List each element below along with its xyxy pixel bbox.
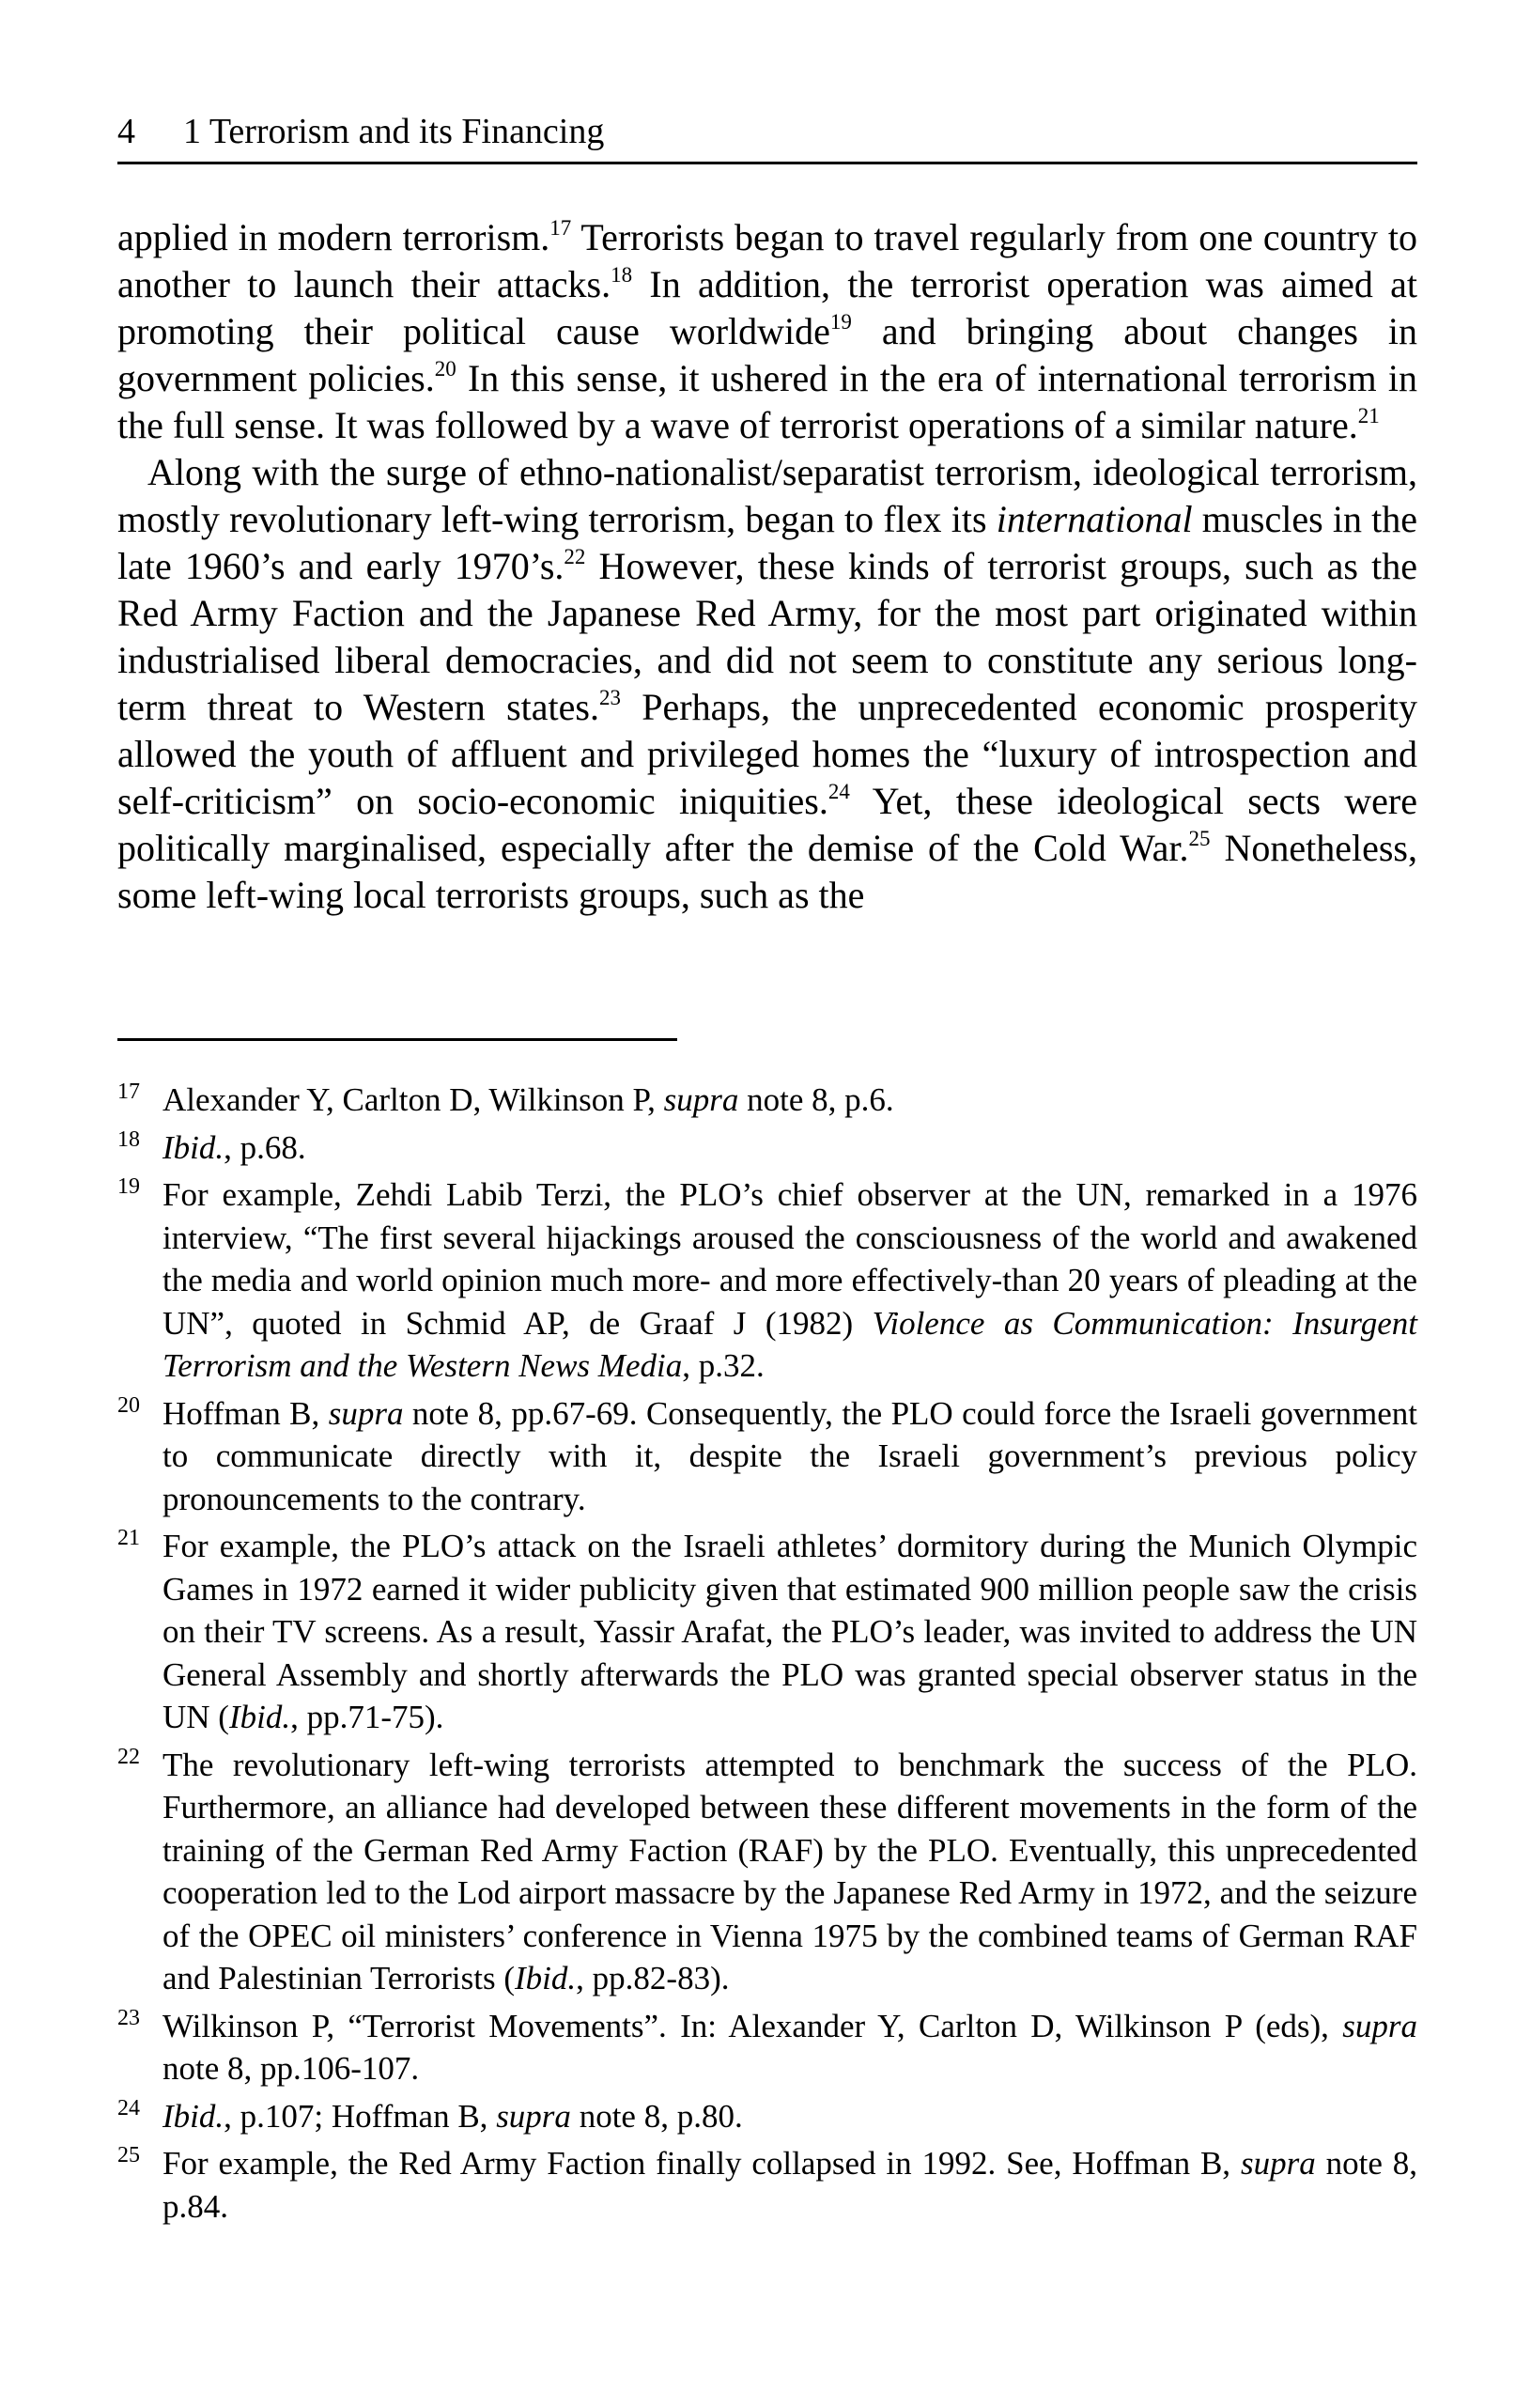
emphasis: Ibid. bbox=[515, 1960, 577, 1996]
footnote-ref-21[interactable]: 21 bbox=[1357, 404, 1380, 427]
text-run: note 8, p.84. bbox=[162, 2145, 1417, 2225]
footnote-number: 18 bbox=[117, 1126, 140, 1152]
text-run: For example, the PLO’s attack on the Israeli athletes’ dormitory during the Munich Olympic Games in 1972 earned it wider publicity given that estimated 900 million people saw the crisis on their TV screens. As a result, Yassir Arafat, the PLO’s leader, was invited to address the UN General Assembly and shortly afterwards the PLO was granted special observer status in the UN ( bbox=[162, 1528, 1417, 1735]
footnote-ref-19[interactable]: 19 bbox=[829, 310, 852, 334]
footnote-number: 23 bbox=[117, 2005, 140, 2030]
footnote-ref-18[interactable]: 18 bbox=[611, 263, 633, 287]
text-run: muscles in the late 1960’s and early 1970’s. bbox=[117, 498, 1417, 587]
text-run: and bringing about changes in government policies. bbox=[117, 310, 1418, 399]
footnote-19 bbox=[117, 1173, 1417, 1388]
footnote-25 bbox=[117, 2142, 1417, 2228]
emphasis: supra bbox=[1240, 2145, 1316, 2182]
footnote-ref-24[interactable]: 24 bbox=[827, 780, 850, 803]
emphasis: Ibid. bbox=[162, 1128, 224, 1166]
footnote-ref-25[interactable]: 25 bbox=[1188, 827, 1211, 850]
text-run: Wilkinson P, “Terrorist Movements”. In: Alexander Y, Carlton D, Wilkinson P (eds), bbox=[162, 2007, 1343, 2044]
text-run: applied in modern terrorism. bbox=[117, 216, 550, 258]
footnote-number: 25 bbox=[117, 2143, 140, 2167]
text-run: , pp.82-83). bbox=[576, 1960, 730, 1996]
text-run: Alexander Y, Carlton D, Wilkinson P, bbox=[162, 1081, 664, 1118]
header-rule bbox=[117, 162, 1417, 164]
emphasis: supra bbox=[328, 1394, 404, 1432]
footnote-22 bbox=[117, 1744, 1417, 2000]
text-run: In this sense, it ushered in the era of international terrorism in the full sense. It was followed by a wave of terrorist operations of a similar nature. bbox=[117, 357, 1418, 446]
footnote-number: 17 bbox=[117, 1080, 140, 1104]
footnote-ref-23[interactable]: 23 bbox=[598, 686, 621, 709]
emphasis: international bbox=[996, 498, 1193, 540]
footnote-rule bbox=[117, 1038, 677, 1041]
emphasis: Violence as Communication: Insurgent Terrorism and the Western News Media bbox=[162, 1304, 1417, 1384]
text-run: For example, the Red Army Faction finally collapsed in 1992. See, Hoffman B, bbox=[162, 2145, 1241, 2182]
footnote-number: 20 bbox=[117, 1392, 140, 1418]
text-run: In addition, the terrorist operation was aimed at promoting their political cause worldwide bbox=[117, 263, 1418, 352]
text-run: note 8, p.6. bbox=[738, 1081, 894, 1118]
footnotes bbox=[117, 1079, 1417, 2232]
text-run: , p.107; Hoffman B, bbox=[224, 2097, 497, 2135]
footnote-21 bbox=[117, 1525, 1417, 1739]
emphasis: Ibid. bbox=[162, 2097, 224, 2135]
text-run: , pp.71-75). bbox=[290, 1699, 444, 1735]
text-run: note 8, p.80. bbox=[570, 2097, 743, 2135]
footnote-number: 24 bbox=[117, 2095, 140, 2121]
text-run: However, these kinds of terrorist groups, such as the Red Army Faction and the Japanese Red Army, for the most part originated within industrialised liberal democracies, and did not seem to constitute any serious long-term threat to Western states. bbox=[117, 545, 1417, 728]
footnote-ref-17[interactable]: 17 bbox=[549, 216, 572, 240]
main-text bbox=[117, 214, 1417, 919]
text-run: Yet, these ideological sects were politically marginalised, especially after the demise of the Cold War. bbox=[117, 780, 1418, 869]
text-run: Along with the surge of ethno-nationalist/separatist terrorism, ideological terrorism, mostly revolutionary left-wing terrorism, began to flex its bbox=[117, 451, 1417, 540]
emphasis: supra bbox=[663, 1081, 739, 1118]
emphasis: supra bbox=[1342, 2007, 1417, 2044]
page-number: 4 bbox=[117, 112, 135, 151]
footnote-18 bbox=[117, 1126, 1417, 1170]
text-run: The revolutionary left-wing terrorists attempted to benchmark the success of the PLO. Furthermore, an alliance had developed between these different movements in the form of the training of the German Red Army Faction (RAF) by the PLO. Eventually, this unprecedented cooperation led to the Lod airport massacre by the Japanese Red Army in 1972, and the seizure of the OPEC oil ministers’ conference in Vienna 1975 by the combined teams of German RAF and Palestinian Terrorists ( bbox=[162, 1746, 1417, 1996]
running-header bbox=[117, 101, 1417, 163]
text-run: Hoffman B, bbox=[162, 1394, 329, 1432]
footnote-ref-20[interactable]: 20 bbox=[434, 357, 456, 381]
text-run: , p.32. bbox=[682, 1347, 765, 1384]
text-run: Perhaps, the unprecedented economic prosperity allowed the youth of affluent and privileged homes the “luxury of introspection and self-criticism” on socio-economic iniquities. bbox=[117, 686, 1418, 822]
text-run: note 8, pp.67-69. Consequently, the PLO could force the Israeli government to communicate directly with it, despite the Israeli government’s previous policy pronouncements to the contrary. bbox=[162, 1394, 1417, 1517]
footnote-number: 22 bbox=[117, 1744, 140, 1769]
text-run: note 8, pp.106-107. bbox=[162, 2050, 420, 2087]
text-run: Terrorists began to travel regularly from one country to another to launch their attacks. bbox=[117, 216, 1417, 305]
text-run: , p.68. bbox=[224, 1128, 306, 1166]
paragraph-2 bbox=[117, 449, 1417, 919]
chapter-title: 1 Terrorism and its Financing bbox=[183, 112, 605, 151]
footnote-number: 21 bbox=[117, 1526, 140, 1550]
footnote-number: 19 bbox=[117, 1174, 140, 1199]
footnote-24 bbox=[117, 2095, 1417, 2138]
footnote-17 bbox=[117, 1079, 1417, 1122]
paragraph-1 bbox=[117, 214, 1417, 449]
text-run: Nonetheless, some left-wing local terrorists groups, such as the bbox=[117, 827, 1417, 916]
footnote-20 bbox=[117, 1392, 1417, 1521]
footnote-23 bbox=[117, 2005, 1417, 2090]
emphasis: Ibid. bbox=[228, 1699, 291, 1735]
emphasis: supra bbox=[496, 2097, 571, 2135]
text-run: For example, Zehdi Labib Terzi, the PLO’s chief observer at the UN, remarked in a 1976 interview, “The first several hijackings aroused the consciousness of the world and awakened the media and world opinion much more- and more effectively-than 20 years of pleading at the UN”, quoted in Schmid AP, de Graaf J (1982) bbox=[162, 1176, 1417, 1342]
footnote-ref-22[interactable]: 22 bbox=[564, 545, 586, 568]
